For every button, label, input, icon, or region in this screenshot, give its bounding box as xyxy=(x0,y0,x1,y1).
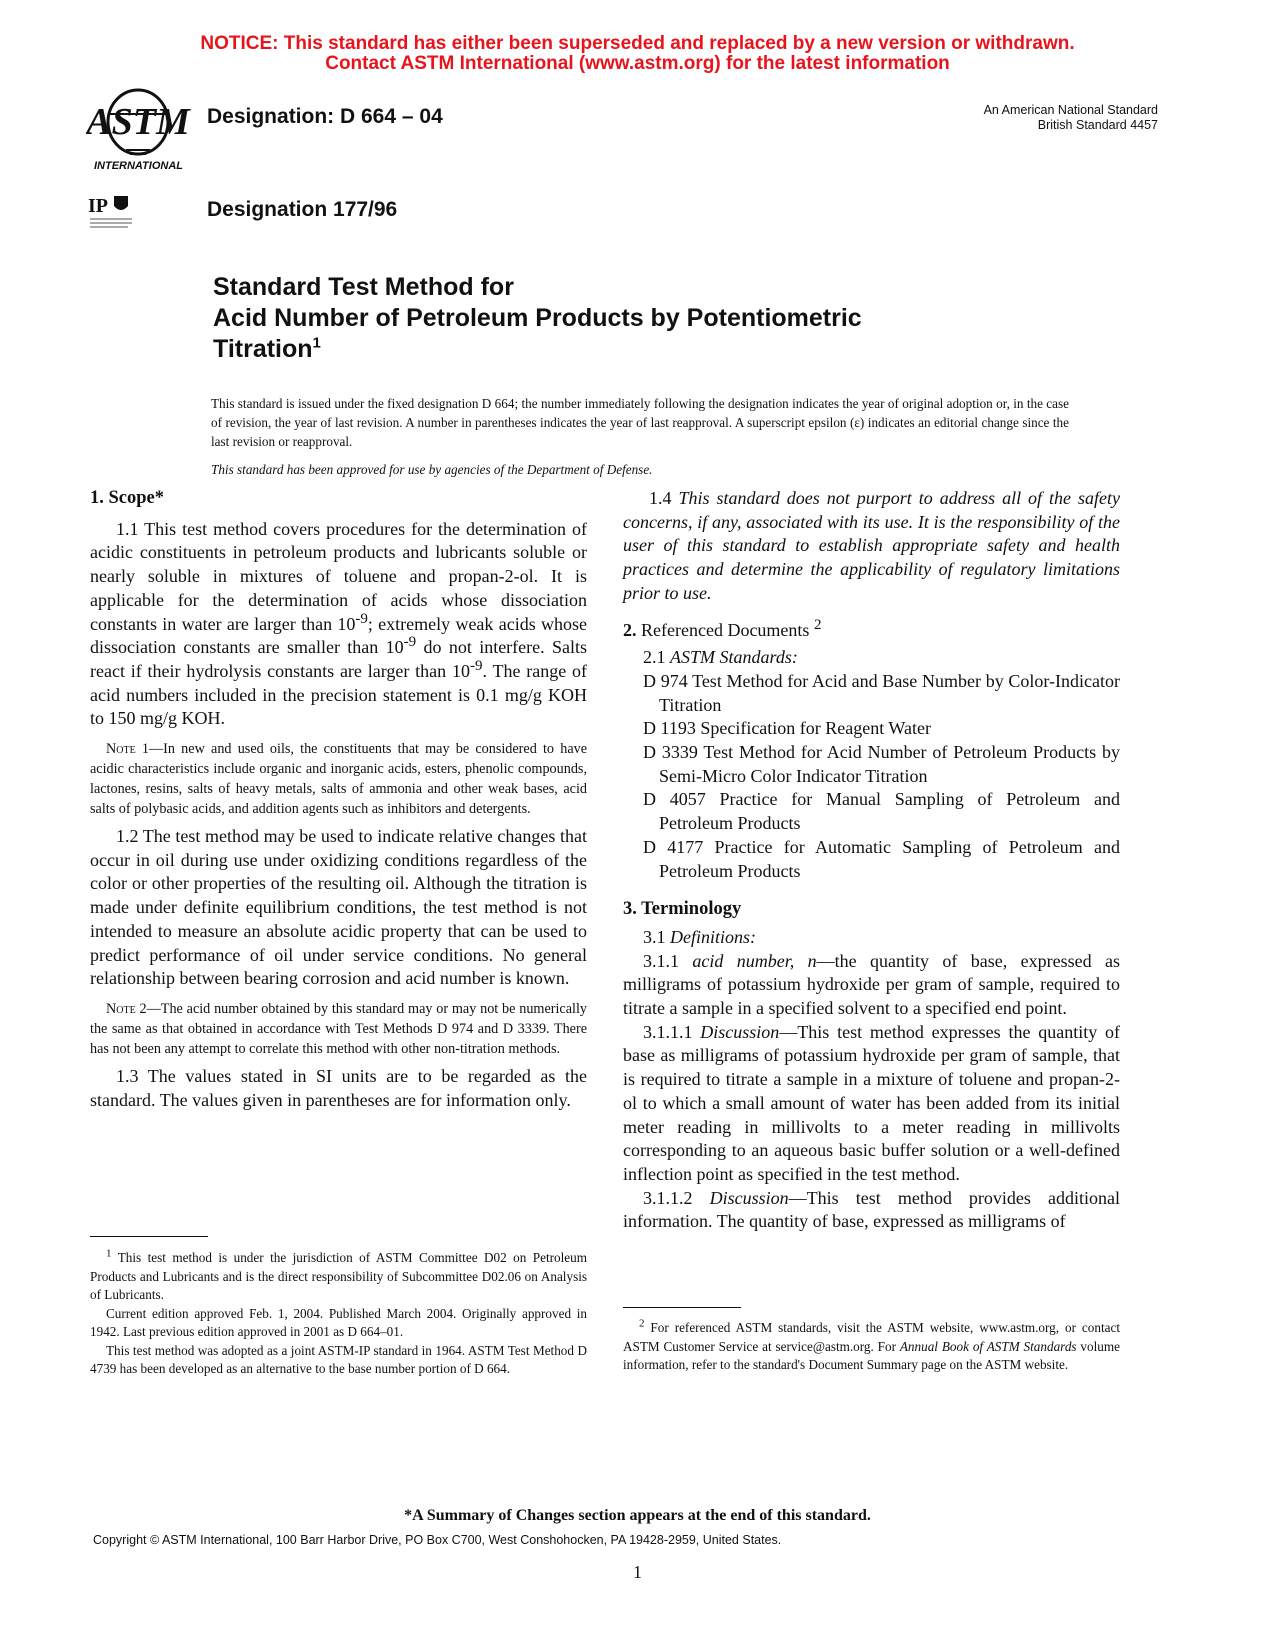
withdrawn-notice xyxy=(0,34,1275,74)
right-column xyxy=(623,487,1120,1234)
designation-ip: Designation 177/96 xyxy=(207,198,398,221)
footnote-divider-left xyxy=(90,1236,208,1237)
footnote-1: $^1$ This test method is under the jurisdiction of ASTM Committee D02 on Petroleum Products and Lubricants and is the direct responsibility of Subcommittee D02.06 on Analysis of Lubricants. xyxy=(90,1247,587,1302)
title-line-2: Acid Number of Petroleum Products by Potentiometric xyxy=(213,304,862,332)
title-line-3: Titration$^1$ xyxy=(213,334,321,363)
ref-d4057[interactable]: D 4057 Practice for Manual Sampling of Petroleum and Petroleum Products xyxy=(643,789,1120,834)
ip-logo-icon xyxy=(88,192,148,232)
footnotes-left xyxy=(90,1249,587,1379)
paragraph-3-1-1: 3.1.1 acid number, n—the quantity of base, expressed as milligrams of potassium hydroxide per gram of sample, required to titrate a sample in a specified solvent to a specified end point. xyxy=(623,950,1120,1019)
ans-line-2: British Standard 4457 xyxy=(1037,118,1158,132)
footnote-2: $^2$ For referenced ASTM standards, visit the ASTM website, www.astm.org, or contact ASTM Customer Service at service@astm.org. For Annual Book of ASTM Standards volume information, refer to the standard's Document Summary page on the ASTM website. xyxy=(623,1317,1120,1372)
document-title xyxy=(213,272,862,365)
footnote-1-joint-standard: This test method was adopted as a joint ASTM-IP standard in 1964. ASTM Test Method D 4739 has been developed as an alternative to the base number portion of D 664. xyxy=(90,1342,587,1376)
left-column xyxy=(90,487,587,1112)
definitions-label: 3.1 Definitions: xyxy=(643,926,756,947)
ans-line-1: An American National Standard xyxy=(983,103,1158,117)
footnotes-right xyxy=(623,1319,1120,1375)
title-line-1: Standard Test Method for xyxy=(213,273,514,301)
notice-line-2: Contact ASTM International (www.astm.org) for the latest information xyxy=(325,53,950,74)
astm-logo xyxy=(86,84,191,174)
ip-logo xyxy=(88,192,148,232)
paragraph-3-1-1-1: 3.1.1.1 Discussion—This test method expresses the quantity of base as milligrams of potassium hydroxide per gram of sample, that is required to titrate a sample in a mixture of toluene and propan-2-ol to which a small amount of water has been added from its initial meter reading in millivolts to a meter reading in millivolts corresponding to an aqueous basic buffer solution or a well-defined inflection point as specified in the test method. xyxy=(623,1021,1120,1184)
ref-d4177[interactable]: D 4177 Practice for Automatic Sampling of Petroleum and Petroleum Products xyxy=(643,836,1120,881)
note-1: Note 1—In new and used oils, the constituents that may be considered to have acidic characteristics include organic and inorganic acids, esters, phenolic compounds, lactones, resins, salts of heavy metals, salts of ammonia and other weak bases, acid salts of polybasic acids, and addition agents such as inhibitors and detergents. xyxy=(90,741,588,818)
copyright-line: Copyright © ASTM International, 100 Barr Harbor Drive, PO Box C700, West Conshohocken, PA 19428-2959, United States. xyxy=(93,1533,782,1547)
paragraph-1-1: 1.1 This test method covers procedures for the determination of acidic constituents in petroleum products and lubricants soluble or nearly soluble in mixtures of toluene and propan-2-ol. It is applicable for the determination of acids whose dissociation constants in water are larger than $10^{-9}$; extremely weak acids whose dissociation constants are smaller than $10^{-9}$ do not interfere. Salts react if their hydrolysis constants are larger than $10^{-9}$. The range of acid numbers included in the precision statement is 0.1 mg/g KOH to 150 mg/g KOH. xyxy=(90,518,587,729)
issued-statement: This standard is issued under the fixed designation D 664; the number immediately following the designation indicates the year of original adoption or, in the case of revision, the year of last revision. A number in parentheses indicates the year of last reapproval. A superscript epsilon (ε) indicates an editorial change since the last revision or reapproval. xyxy=(211,396,1069,449)
section-scope-heading: 1. Scope* xyxy=(90,488,164,508)
svg-text:IP: IP xyxy=(88,195,108,217)
summary-of-changes-note: *A Summary of Changes section appears at the end of this standard. xyxy=(404,1507,871,1524)
paragraph-3-1-1-2: 3.1.1.2 Discussion—This test method provides additional information. The quantity of base, expressed as milligrams of xyxy=(623,1187,1120,1232)
paragraph-1-3: 1.3 The values stated in SI units are to be regarded as the standard. The values given in parentheses are for information only. xyxy=(90,1065,587,1110)
astm-logo-caption: INTERNATIONAL xyxy=(93,160,183,172)
section-referenced-documents-heading: 2. Referenced Documents $^2$ xyxy=(623,616,822,640)
paragraph-1-2: 1.2 The test method may be used to indicate relative changes that occur in oil during use under oxidizing conditions regardless of the color or other properties of the resulting oil. Although the titration is made under definite equilibrium conditions, the test method is not intended to measure an absolute acidic property that can be used to predict performance of oil under service conditions. No general relationship between bearing corrosion and acid number is known. xyxy=(90,826,587,989)
dod-approval-statement: This standard has been approved for use by agencies of the Department of Defense. xyxy=(211,462,653,477)
note-2: Note 2—The acid number obtained by this standard may or may not be numerically the same as that obtained in accordance with Test Methods D 974 and D 3339. There has not been any attempt to correlate this method with other non-titration methods. xyxy=(90,1000,588,1057)
title-footnote-ref[interactable]: 1 xyxy=(312,334,321,352)
footnote-1-current-edition: Current edition approved Feb. 1, 2004. Published March 2004. Originally approved in 1942. Last previous edition approved in 2001 as D 664–01. xyxy=(90,1305,587,1339)
paragraph-1-4: 1.4 This standard does not purport to address all of the safety concerns, if any, associated with its use. It is the responsibility of the user of this standard to establish appropriate safety and health practices and determine the applicability of regulatory limitations prior to use. xyxy=(623,488,1120,603)
page-number: 1 xyxy=(633,1562,642,1582)
national-standard-block xyxy=(984,103,1158,133)
astm-standards-label: 2.1 ASTM Standards: xyxy=(643,647,798,668)
svg-text:ASTM: ASTM xyxy=(86,101,190,143)
footnote-divider-right xyxy=(623,1307,741,1308)
notice-line-1: NOTICE: This standard has either been superseded and replaced by a new version or withdrawn. xyxy=(200,33,1075,54)
designation-astm: Designation: D 664 – 04 xyxy=(207,105,443,128)
ref-d3339[interactable]: D 3339 Test Method for Acid Number of Petroleum Products by Semi-Micro Color Indicator Titration xyxy=(643,742,1120,786)
ref-d974[interactable]: D 974 Test Method for Acid and Base Number by Color-Indicator Titration xyxy=(643,670,1120,715)
ref-d1193[interactable]: D 1193 Specification for Reagent Water xyxy=(643,718,931,739)
section-terminology-heading: 3. Terminology xyxy=(623,899,742,920)
